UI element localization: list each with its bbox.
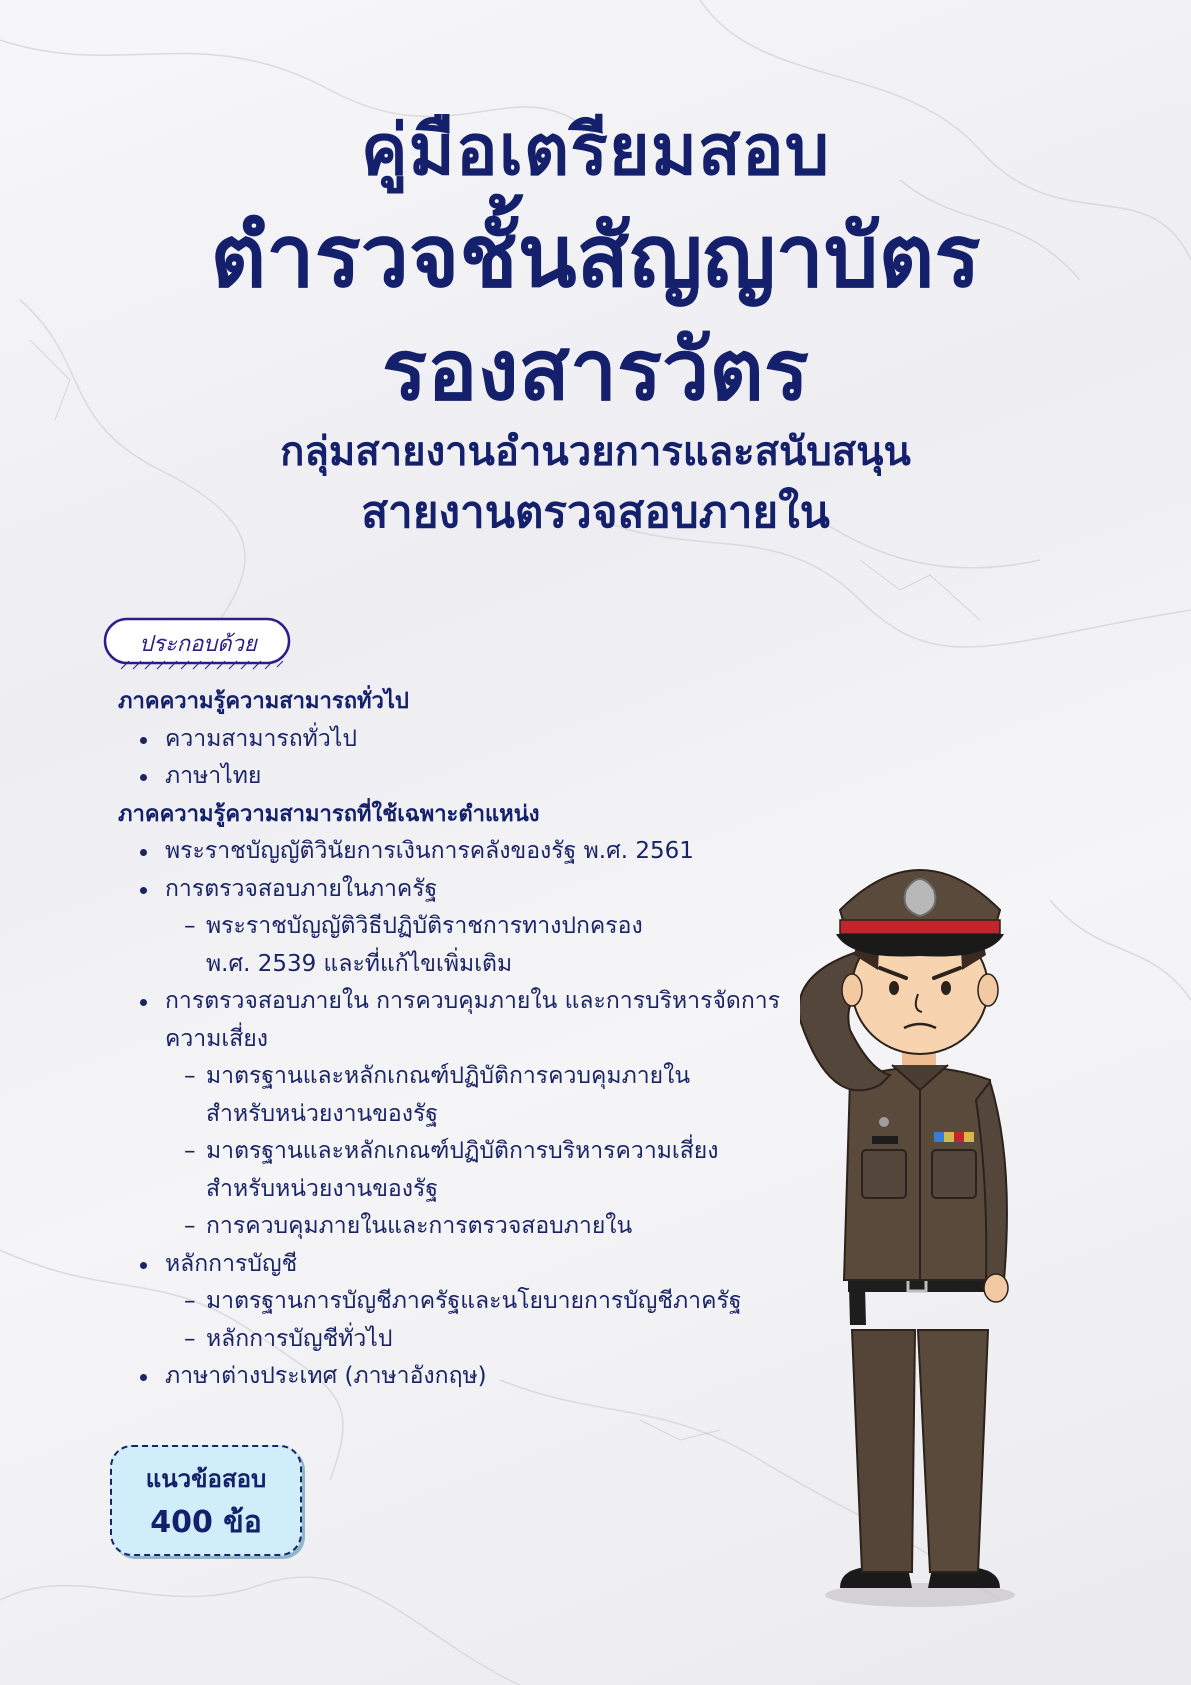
list-item-continued: ความเสี่ยง <box>165 1025 268 1052</box>
subtitle-line-1: กลุ่มสายงานอำนวยการและสนับสนุน <box>280 429 911 475</box>
badge-label: ประกอบด้วย <box>139 632 257 657</box>
section-heading: ภาคความรู้ความสามารถที่ใช้เฉพาะตำแหน่ง <box>118 801 540 827</box>
sub-list-item-continued: สำหรับหน่วยงานของรัฐ <box>206 1100 439 1127</box>
subtitle-line-2: สายงานตรวจสอบภายใน <box>361 487 830 538</box>
dash-marker: – <box>184 1288 196 1314</box>
list-item: พระราชบัญญัติวินัยการเงินการคลังของรัฐ พ.ศ. 2561 <box>118 833 838 871</box>
list-item: ภาษาต่างประเทศ (ภาษาอังกฤษ) <box>118 1358 838 1396</box>
title-line-1: คู่มือเตรียมสอบ <box>360 109 831 191</box>
sub-list-item-continued: สำหรับหน่วยงานของรัฐ <box>206 1175 439 1202</box>
exam-count: 400 ข้อ <box>150 1505 262 1540</box>
list-item: การตรวจสอบภายในภาครัฐ <box>118 871 838 909</box>
title-line-3: รองสารวัตร <box>382 321 809 419</box>
list-item: หลักการบัญชี <box>118 1246 838 1284</box>
exam-label: แนวข้อสอบ <box>145 1465 267 1493</box>
sub-list-item <box>118 1058 838 1096</box>
contents-list <box>118 683 838 1396</box>
sub-list-item-text: หลักการบัญชีทั่วไป <box>206 1325 393 1352</box>
title-line-2: ตำรวจชั้นสัญญาบัตร <box>210 207 981 307</box>
section-heading: ภาคความรู้ความสามารถทั่วไป <box>118 689 409 714</box>
sub-list-item-text: พระราชบัญญัติวิธีปฏิบัติราชการทางปกครอง <box>206 913 643 939</box>
dash-marker: – <box>184 1063 196 1089</box>
title-block <box>0 100 1191 545</box>
sub-list-item <box>118 1133 838 1171</box>
sub-list-item-text: มาตรฐานและหลักเกณฑ์ปฏิบัติการบริหารความเสี่ยง <box>206 1138 719 1164</box>
exam-count-box <box>110 1445 302 1556</box>
sub-list-item <box>118 908 838 946</box>
list-item: ภาษาไทย <box>118 758 838 796</box>
sub-list-item <box>118 1321 838 1359</box>
saluting-police-officer-icon <box>800 860 1100 1610</box>
sub-list-item-text: การควบคุมภายในและการตรวจสอบภายใน <box>206 1213 633 1239</box>
dash-marker: – <box>184 1138 196 1164</box>
sub-list-item <box>118 1208 838 1246</box>
sub-list-item-continued: พ.ศ. 2539 และที่แก้ไขเพิ่มเติม <box>206 950 513 977</box>
list-item: การตรวจสอบภายใน การควบคุมภายใน และการบริหารจัดการ <box>118 983 838 1021</box>
sub-list-item-text: มาตรฐานและหลักเกณฑ์ปฏิบัติการควบคุมภายใน <box>206 1063 691 1089</box>
dash-marker: – <box>184 913 196 939</box>
list-item: ความสามารถทั่วไป <box>118 721 838 759</box>
contents-badge <box>103 617 293 669</box>
sub-list-item-text: มาตรฐานการบัญชีภาครัฐและนโยบายการบัญชีภาครัฐ <box>206 1288 742 1314</box>
dash-marker: – <box>184 1325 196 1352</box>
dash-marker: – <box>184 1213 196 1239</box>
sub-list-item <box>118 1283 838 1321</box>
